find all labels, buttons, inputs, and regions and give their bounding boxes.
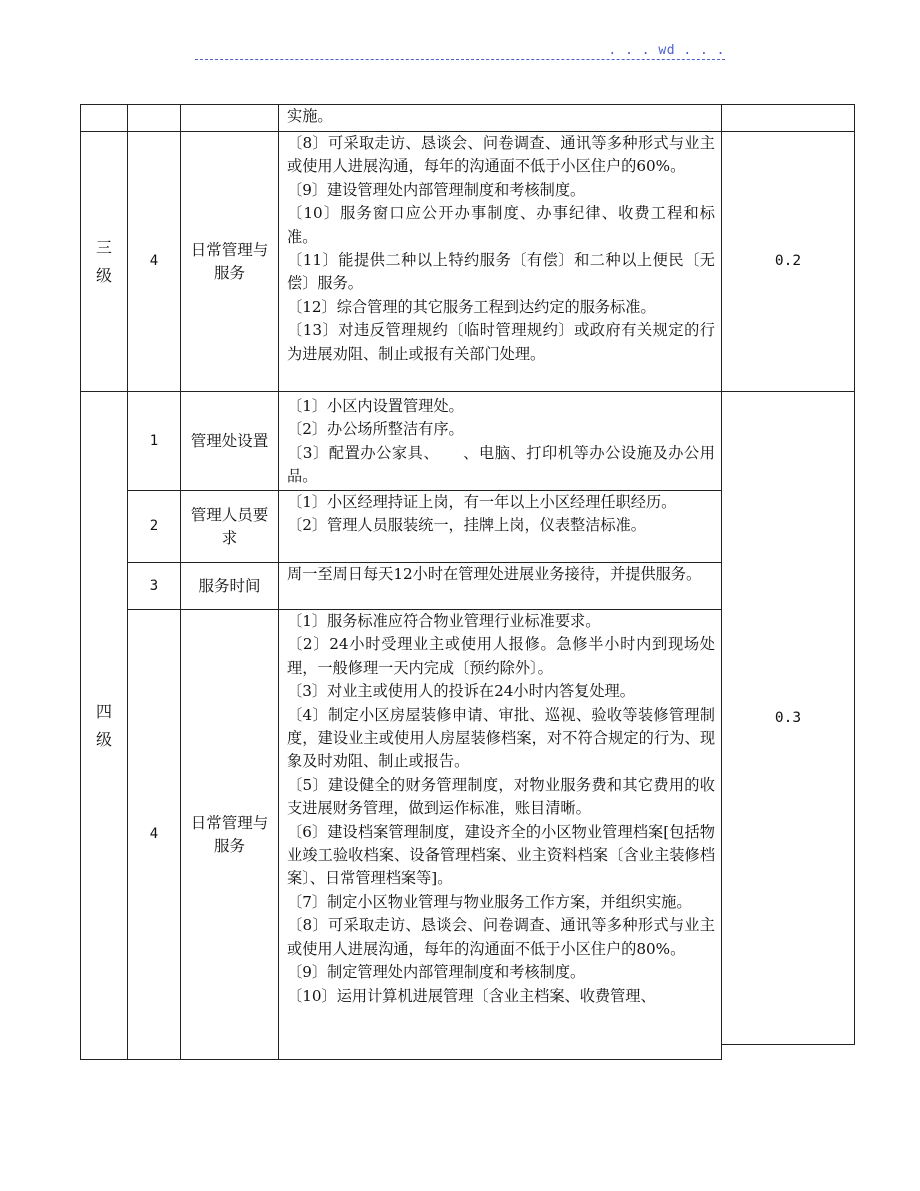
text-line: 〔4〕制定小区房屋装修申请、审批、巡视、验收等装修管理制度，建设业主或使用人房屋装修档案，对不符合规定的行为、现象及时劝阻、制止或报告。 (287, 705, 715, 771)
rule-col-text (278, 104, 279, 1060)
row-number: 4 (149, 826, 159, 842)
item-name: 日常管理与服务 (190, 240, 269, 282)
text-line: 〔9〕建设管理处内部管理制度和考核制度。 (287, 180, 586, 199)
item-name: 服务时间 (198, 576, 261, 595)
text-line: 〔1〕小区经理持证上岗，有一年以上小区经理任职经历。 (287, 493, 677, 511)
rule-bottom-left (80, 1059, 721, 1060)
text-line: 〔9〕制定管理处内部管理制度和考核制度。 (287, 963, 586, 982)
text-line: 〔10〕运用计算机进展管理〔含业主档案、收费管理、 (287, 986, 656, 1005)
text-line: 〔6〕建设档案管理制度，建设齐全的小区物业管理档案[包括物业竣工验收档案、设备管理档案、业主资料档案〔含业主装修档案〕、日常管理档案等]。 (287, 822, 715, 888)
text-line: 〔2〕24小时受理业主或使用人报修。急修半小时内到现场处理，一般修理一天内完成〔预约除外〕。 (287, 635, 715, 677)
continuation-text (287, 105, 715, 131)
text-line: 〔3〕配置办公家具、 、电脑、打印机等办公设施及办公用品。 (287, 443, 715, 486)
row-number: 2 (149, 518, 159, 534)
item-name: 管理人员要求 (190, 505, 269, 547)
text-line: 〔1〕服务标准应符合物业管理行业标准要求。 (287, 612, 601, 630)
text-line: 〔8〕可采取走访、恳谈会、问卷调查、通讯等多种形式与业主或使用人进展沟通，每年的沟通面不低于小区住户的60%。 (287, 134, 715, 176)
text-line: 〔2〕管理人员服装统一，挂牌上岗，仪表整洁标准。 (287, 516, 646, 535)
requirements-text (287, 132, 715, 391)
item-name: 管理处设置 (190, 431, 269, 450)
text-line: 〔8〕可采取走访、恳谈会、问卷调查、通讯等多种形式与业主或使用人进展沟通，每年的沟通面不低于小区住户的80%。 (287, 916, 715, 958)
text-line: 〔13〕对违反管理规约〔临时管理规约〕或政府有关规定的行为进展劝阻、制止或报有关部门处理。 (287, 321, 715, 363)
level-4-label: 四级 (95, 701, 112, 749)
rule-col-right (854, 104, 855, 1045)
row-number: 4 (149, 253, 159, 269)
text-line: 〔11〕能提供二种以上特约服务〔有偿〕和二种以上便民〔无偿〕服务。 (287, 251, 715, 293)
text-line: 〔3〕对业主或使用人的投诉在24小时内答复处理。 (287, 682, 635, 701)
text-line: 〔1〕小区内设置管理处。 (287, 397, 464, 415)
row-number: 1 (149, 432, 159, 449)
score-value: 0.2 (774, 253, 802, 269)
rule-bottom-score (721, 1044, 854, 1045)
score-value: 0.3 (774, 709, 802, 726)
requirements-text (287, 563, 715, 609)
text-line: 〔10〕服务窗口应公开办事制度、办事纪律、收费工程和标准。 (287, 204, 715, 246)
row-number: 3 (149, 577, 159, 594)
level-3-label: 三级 (95, 237, 112, 285)
text-line: 周一至周日每天12小时在管理处进展业务接待，并提供服务。 (287, 565, 702, 583)
requirements-text (287, 395, 715, 490)
text-line: 〔12〕综合管理的其它服务工程到达约定的服务标准。 (287, 297, 656, 316)
item-name: 日常管理与服务 (190, 813, 269, 855)
text-line: 〔5〕建设健全的财务管理制度，对物业服务费和其它费用的收支进展财务管理，做到运作标准，账目清晰。 (287, 775, 715, 818)
requirements-text (287, 610, 715, 1059)
text-line: 实施。 (287, 107, 333, 125)
text-line: 〔7〕制定小区物业管理与物业服务工作方案，并组织实施。 (287, 892, 692, 911)
requirements-text (287, 491, 715, 562)
header-text: . . . wd . . . (608, 43, 725, 58)
text-line: 〔2〕办公场所整洁有序。 (287, 420, 464, 439)
